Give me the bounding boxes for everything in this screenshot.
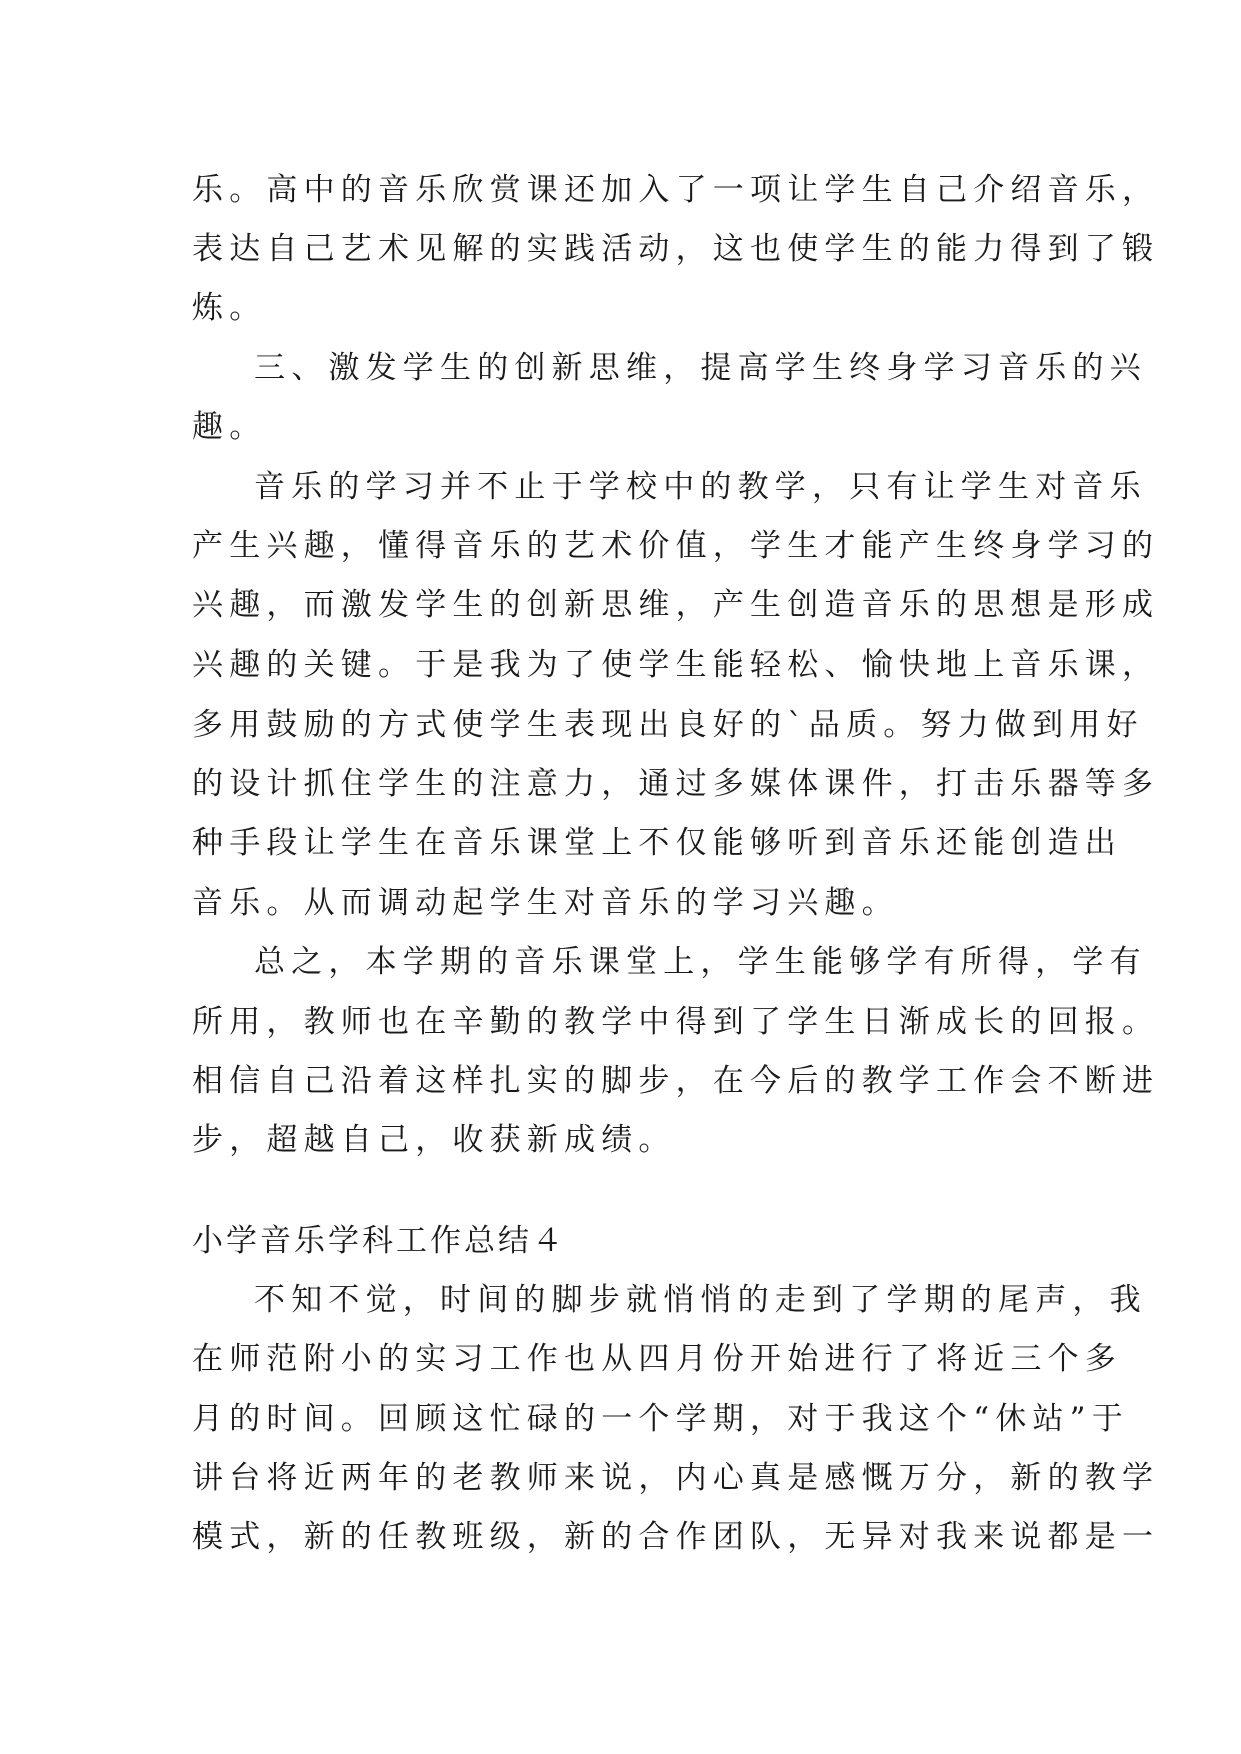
paragraph-line: 多用鼓励的方式使学生表现出良好的`品质。努力做到用好 bbox=[192, 707, 1144, 743]
paragraph-line: 炼。 bbox=[192, 290, 267, 326]
article-title: 小学音乐学科工作总结４ bbox=[192, 1223, 566, 1259]
paragraph-line: 不知不觉，时间的脚步就悄悄的走到了学期的尾声，我 bbox=[254, 1282, 1147, 1318]
paragraph-line: 乐。高中的音乐欣赏课还加入了一项让学生自己介绍音乐， bbox=[192, 172, 1160, 208]
paragraph-line: 步，超越自己，收获新成绩。 bbox=[192, 1122, 676, 1158]
paragraph-line: 兴趣的关键。于是我为了使学生能轻松、愉快地上音乐课， bbox=[192, 647, 1160, 683]
paragraph-line: 表达自己艺术见解的实践活动，这也使学生的能力得到了锻 bbox=[192, 231, 1160, 267]
paragraph-line: 模式，新的任教班级，新的合作团队，无异对我来说都是一 bbox=[192, 1519, 1160, 1555]
paragraph-line: 音乐。从而调动起学生对音乐的学习兴趣。 bbox=[192, 885, 899, 921]
paragraph-line: 趣。 bbox=[192, 409, 267, 445]
paragraph-line: 讲台将近两年的老教师来说，内心真是感慨万分，新的教学 bbox=[192, 1460, 1160, 1496]
paragraph-line: 相信自己沿着这样扎实的脚步，在今后的教学工作会不断进 bbox=[192, 1063, 1160, 1099]
paragraph-line: 种手段让学生在音乐课堂上不仅能够听到音乐还能创造出 bbox=[192, 825, 1122, 861]
paragraph-line: 产生兴趣，懂得音乐的艺术价值，学生才能产生终身学习的 bbox=[192, 528, 1160, 564]
paragraph-line: 所用，教师也在辛勤的教学中得到了学生日渐成长的回报。 bbox=[192, 1004, 1160, 1040]
paragraph-line: 在师范附小的实习工作也从四月份开始进行了将近三个多 bbox=[192, 1341, 1122, 1377]
paragraph-line: 月的时间。回顾这忙碌的一个学期，对于我这个“休站”于 bbox=[192, 1401, 1129, 1437]
section-heading: 三、激发学生的创新思维，提高学生终身学习音乐的兴 bbox=[254, 350, 1147, 386]
paragraph-line: 兴趣，而激发学生的创新思维，产生创造音乐的思想是形成 bbox=[192, 587, 1160, 623]
paragraph-line: 的设计抓住学生的注意力，通过多媒体课件，打击乐器等多 bbox=[192, 766, 1160, 802]
paragraph-line: 总之，本学期的音乐课堂上，学生能够学有所得，学有 bbox=[254, 944, 1147, 980]
paragraph-line: 音乐的学习并不止于学校中的教学，只有让学生对音乐 bbox=[254, 469, 1147, 505]
